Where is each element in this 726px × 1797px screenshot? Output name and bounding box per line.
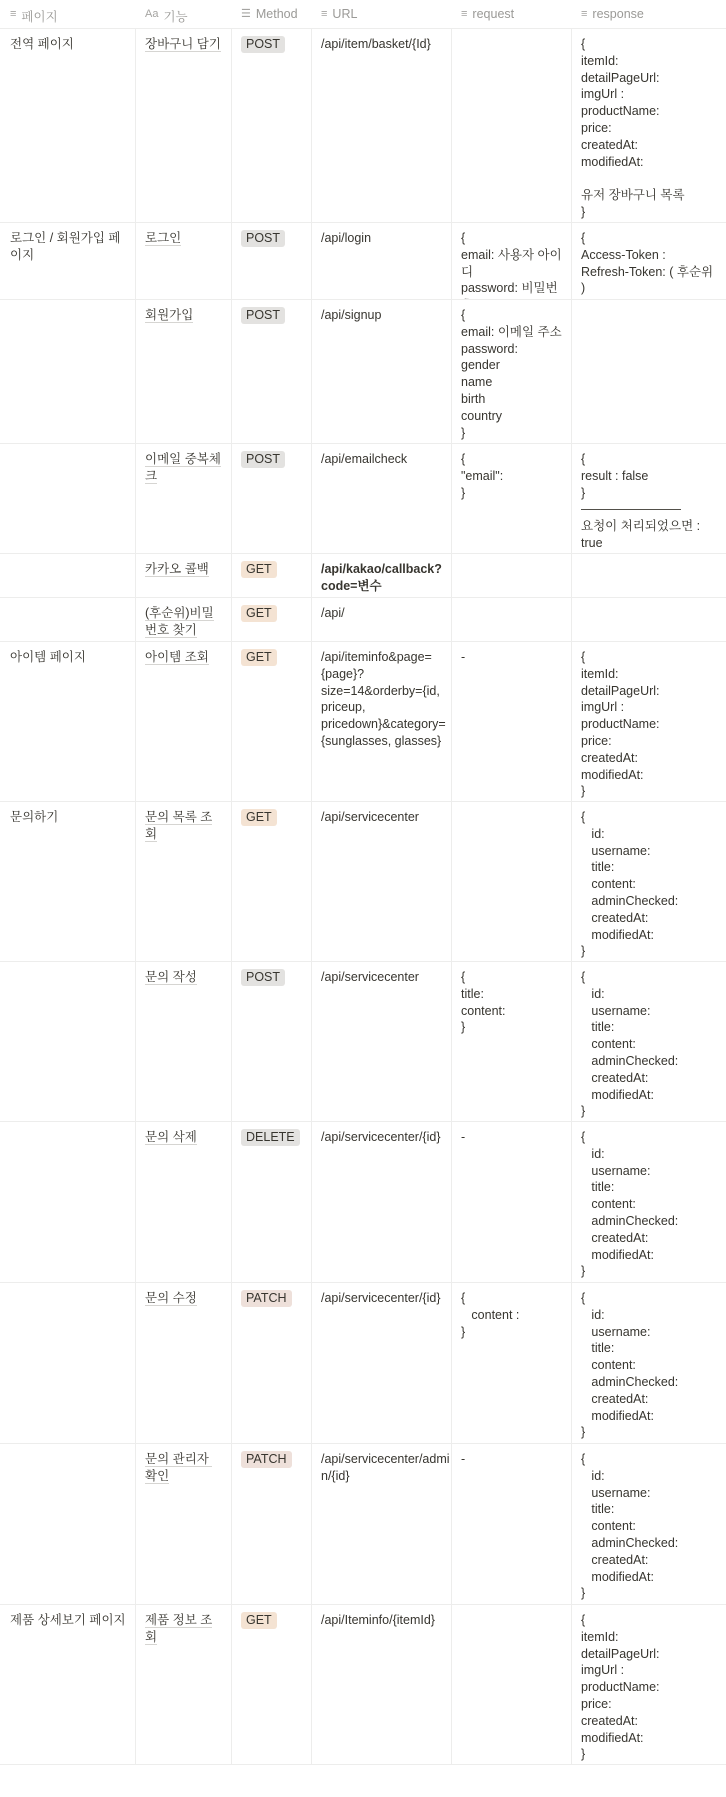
method-cell[interactable] [232, 1122, 312, 1282]
feature-wrap [145, 1129, 224, 1146]
response-line: Refresh-Token: ( 후순위 ) [581, 264, 717, 296]
url-cell[interactable] [312, 554, 452, 597]
response-line: price: [581, 733, 612, 748]
page-cell[interactable] [0, 554, 136, 597]
response-line: ———————— [581, 502, 681, 517]
url-line: {page}? [321, 666, 365, 681]
request-cell[interactable] [452, 598, 572, 641]
response-line: createdAt: [581, 1552, 649, 1567]
response-line: adminChecked: [581, 1053, 679, 1068]
feature-wrap [145, 451, 224, 485]
request-line: } [461, 1020, 466, 1035]
response-cell[interactable] [572, 223, 726, 299]
feature-wrap [145, 1290, 224, 1307]
url-line: /api/item/basket/{Id} [321, 37, 431, 51]
request-line: } [461, 485, 466, 500]
method-cell[interactable] [232, 962, 312, 1121]
request-line: "email": [461, 468, 504, 483]
request-line: { [461, 970, 466, 984]
column-header-label: response [592, 7, 644, 21]
request-cell[interactable] [452, 444, 572, 553]
page-text: 아이템 페이지 [10, 650, 86, 664]
request-cell[interactable] [452, 1605, 572, 1764]
page-text [10, 1451, 128, 1468]
table-row [0, 554, 726, 598]
response-line: imgUrl : [581, 700, 625, 715]
page-text [10, 1129, 128, 1146]
column-header-Method[interactable] [232, 0, 312, 28]
page-cell[interactable] [0, 300, 136, 443]
feature-wrap [145, 230, 224, 247]
url-cell[interactable] [312, 802, 452, 961]
response-cell[interactable] [572, 642, 726, 801]
url-line: /api/servicecenter/admi [321, 1452, 450, 1466]
method-cell[interactable] [232, 300, 312, 443]
feature-cell[interactable] [136, 1122, 232, 1282]
response-line: itemId: [581, 53, 619, 68]
feature-wrap [145, 1451, 224, 1485]
response-line: productName: [581, 1680, 660, 1695]
table-row [0, 444, 726, 554]
request-line: { [461, 308, 466, 322]
response-line: productName: [581, 717, 660, 732]
url-line: /api/servicecenter/{id} [321, 1291, 441, 1305]
response-line: 유저 장바구니 목록 [581, 188, 685, 203]
request-cell[interactable] [452, 642, 572, 801]
request-line: email: 이메일 주소 [461, 324, 562, 339]
response-line: modifiedAt: [581, 1730, 644, 1745]
response-line: } [581, 1586, 586, 1601]
response-line: createdAt: [581, 137, 638, 152]
feature-title[interactable]: 문의 삭제 [145, 1130, 197, 1144]
feature-title[interactable]: 회원가입 [145, 308, 194, 322]
url-cell[interactable] [312, 1444, 452, 1604]
page-text [10, 605, 128, 622]
url-line: pricedown}&category= [321, 717, 446, 732]
response-line: modifiedAt: [581, 1408, 654, 1423]
feature-wrap [145, 809, 224, 843]
response-line: Access-Token : [581, 247, 666, 262]
page-text [10, 307, 128, 324]
url-line: priceup, [321, 700, 366, 715]
method-badge: POST [241, 451, 285, 468]
url-cell[interactable] [312, 300, 452, 443]
response-line: adminChecked: [581, 893, 679, 908]
feature-title[interactable]: 이메일 중복체크 [145, 452, 221, 483]
page-text [10, 561, 128, 578]
response-line: { [581, 37, 586, 51]
response-line: id: [581, 1146, 605, 1161]
response-line: createdAt: [581, 1391, 649, 1406]
text-lines-icon: ≡ [10, 8, 17, 20]
response-line: content: [581, 1519, 636, 1534]
table-row [0, 223, 726, 300]
page-cell[interactable] [0, 1122, 136, 1282]
table-row [0, 29, 726, 223]
feature-cell[interactable] [136, 1444, 232, 1604]
response-line: username: [581, 1003, 651, 1018]
feature-wrap [145, 605, 224, 639]
response-line: id: [581, 1307, 605, 1322]
request-line: gender [461, 358, 500, 373]
table-row [0, 642, 726, 802]
response-line: createdAt: [581, 910, 649, 925]
page-text [10, 969, 128, 986]
method-badge: GET [241, 1612, 277, 1629]
response-line: } [581, 944, 586, 959]
response-line: itemId: [581, 666, 619, 681]
request-cell[interactable] [452, 962, 572, 1121]
method-badge: GET [241, 605, 277, 622]
response-line: { [581, 650, 586, 664]
response-line: title: [581, 1180, 615, 1195]
request-line: content : [461, 1307, 520, 1322]
response-line: { [581, 452, 586, 466]
request-line: - [461, 1130, 466, 1144]
method-cell[interactable] [232, 1605, 312, 1764]
request-cell[interactable] [452, 223, 572, 299]
request-line: birth [461, 391, 486, 406]
response-line: } [581, 1747, 586, 1762]
column-header-label: Method [255, 7, 298, 21]
feature-title[interactable]: 아이템 조회 [145, 650, 209, 664]
url-line: /api/kakao/callback? [321, 562, 442, 576]
response-line: id: [581, 1468, 605, 1483]
response-cell[interactable] [572, 1122, 726, 1282]
request-line: content: [461, 1003, 506, 1018]
column-header-URL[interactable] [312, 0, 452, 28]
response-line: 요청이 처리되었으면 : true [581, 519, 704, 550]
feature-cell[interactable] [136, 300, 232, 443]
response-cell[interactable] [572, 29, 726, 222]
response-line: username: [581, 1163, 651, 1178]
feature-title[interactable]: 문의 관리자 확인 [145, 1452, 213, 1483]
response-line: content: [581, 1358, 636, 1373]
response-line: detailPageUrl: [581, 683, 660, 698]
request-cell[interactable] [452, 802, 572, 961]
request-line: password: 비밀번 [461, 281, 558, 296]
response-line: result : false [581, 468, 649, 483]
table-row [0, 1283, 726, 1444]
column-header-request[interactable] [452, 0, 572, 28]
method-badge: POST [241, 36, 285, 53]
text-lines-icon: ≡ [321, 8, 328, 20]
feature-cell[interactable] [136, 554, 232, 597]
url-line: /api/ [321, 606, 345, 620]
request-line: { [461, 1291, 466, 1305]
response-line: } [581, 485, 586, 500]
url-line: /api/servicecenter [321, 970, 419, 984]
response-line: } [581, 1425, 586, 1440]
request-line: } [461, 1324, 466, 1339]
feature-cell[interactable] [136, 1605, 232, 1764]
response-line: modifiedAt: [581, 927, 654, 942]
response-line: price: [581, 1696, 612, 1711]
method-cell[interactable] [232, 802, 312, 961]
response-line: productName: [581, 104, 660, 119]
response-cell[interactable] [572, 1283, 726, 1443]
response-line: { [581, 970, 586, 984]
response-line: { [581, 1130, 586, 1144]
feature-wrap [145, 36, 224, 53]
page-cell[interactable] [0, 444, 136, 553]
response-line [581, 552, 719, 553]
request-line: country [461, 408, 502, 423]
response-line: username: [581, 843, 651, 858]
response-line: modifiedAt: [581, 1569, 654, 1584]
response-line: imgUrl : [581, 87, 625, 102]
method-cell[interactable] [232, 444, 312, 553]
url-line: code=변수 [321, 578, 382, 593]
feature-cell[interactable] [136, 802, 232, 961]
method-cell[interactable] [232, 598, 312, 641]
method-cell[interactable] [232, 554, 312, 597]
feature-title[interactable]: 문의 목록 조회 [145, 810, 213, 841]
response-line: createdAt: [581, 1713, 638, 1728]
page-cell[interactable] [0, 962, 136, 1121]
method-badge: GET [241, 649, 277, 666]
response-cell[interactable] [572, 802, 726, 961]
response-line: detailPageUrl: [581, 70, 660, 85]
column-header-기능[interactable] [136, 0, 232, 28]
feature-title[interactable]: 장바구니 담기 [145, 37, 221, 51]
response-line: title: [581, 860, 615, 875]
text-lines-icon: ≡ [581, 8, 588, 20]
column-header-페이지[interactable] [0, 0, 136, 28]
response-line: adminChecked: [581, 1535, 679, 1550]
response-line: createdAt: [581, 1230, 649, 1245]
response-line [581, 170, 719, 187]
url-cell[interactable] [312, 642, 452, 801]
response-line: price: [581, 120, 612, 135]
method-cell[interactable] [232, 223, 312, 299]
response-line: modifiedAt: [581, 154, 644, 169]
request-line: name [461, 375, 493, 390]
response-line [581, 297, 719, 299]
feature-title[interactable]: 카카오 콜백 [145, 562, 209, 576]
column-header-label: 기능 [163, 10, 188, 24]
method-cell[interactable] [232, 1283, 312, 1443]
request-line: password: [461, 341, 518, 356]
feature-cell[interactable] [136, 223, 232, 299]
request-line: email: 사용자 아이디 [461, 247, 562, 279]
request-cell[interactable] [452, 1122, 572, 1282]
response-line: { [581, 1291, 586, 1305]
url-line: /api/iteminfo&page= [321, 650, 432, 664]
url-cell[interactable] [312, 1605, 452, 1764]
url-cell[interactable] [312, 29, 452, 222]
table-row [0, 598, 726, 642]
page-cell[interactable] [0, 1605, 136, 1764]
page-cell[interactable] [0, 223, 136, 299]
method-badge: GET [241, 809, 277, 826]
request-line: } [461, 425, 466, 440]
feature-title[interactable]: 제품 정보 조회 [145, 1613, 213, 1644]
feature-cell[interactable] [136, 962, 232, 1121]
column-header-label: 페이지 [21, 10, 58, 24]
url-line: /api/servicecenter/{id} [321, 1130, 441, 1144]
response-line: title: [581, 1502, 615, 1517]
method-cell[interactable] [232, 1444, 312, 1604]
page-cell[interactable] [0, 29, 136, 222]
response-line: itemId: [581, 1629, 619, 1644]
feature-title[interactable]: 문의 작성 [145, 970, 197, 984]
page-cell[interactable] [0, 1283, 136, 1443]
response-line: username: [581, 1324, 651, 1339]
column-header-response[interactable] [572, 0, 726, 28]
url-cell[interactable] [312, 598, 452, 641]
page-text: 제품 상세보기 페이지 [10, 1613, 126, 1627]
text-lines-icon: ≡ [461, 8, 468, 20]
feature-cell[interactable] [136, 1283, 232, 1443]
response-line: { [581, 1452, 586, 1466]
method-cell[interactable] [232, 29, 312, 222]
request-line: title: [461, 986, 484, 1001]
table-row [0, 1444, 726, 1605]
response-cell[interactable] [572, 554, 726, 597]
request-cell[interactable] [452, 300, 572, 443]
response-cell[interactable] [572, 1444, 726, 1604]
url-cell[interactable] [312, 962, 452, 1121]
response-line: adminChecked: [581, 1213, 679, 1228]
response-line: createdAt: [581, 750, 638, 765]
url-line: /api/signup [321, 308, 382, 322]
url-line: /api/emailcheck [321, 452, 408, 466]
request-cell[interactable] [452, 1444, 572, 1604]
url-line: /api/login [321, 231, 372, 245]
page-text [10, 1290, 128, 1307]
response-line: } [581, 1104, 586, 1119]
feature-wrap [145, 649, 224, 666]
page-cell[interactable] [0, 598, 136, 641]
response-line: imgUrl : [581, 1663, 625, 1678]
feature-title[interactable]: 로그인 [145, 231, 182, 245]
feature-wrap [145, 969, 224, 986]
feature-title[interactable]: 문의 수정 [145, 1291, 197, 1305]
response-line: title: [581, 1341, 615, 1356]
response-line: { [581, 1613, 586, 1627]
response-cell[interactable] [572, 1605, 726, 1764]
method-badge: GET [241, 561, 277, 578]
response-line: createdAt: [581, 1070, 649, 1085]
response-line: detailPageUrl: [581, 1646, 660, 1661]
response-cell[interactable] [572, 962, 726, 1121]
method-badge: PATCH [241, 1451, 292, 1468]
request-cell[interactable] [452, 1283, 572, 1443]
list-icon: ☰ [241, 8, 251, 20]
method-badge: DELETE [241, 1129, 300, 1146]
url-cell[interactable] [312, 223, 452, 299]
page-text [10, 451, 128, 468]
url-line: /api/servicecenter [321, 810, 419, 824]
url-cell[interactable] [312, 444, 452, 553]
table-row [0, 1122, 726, 1283]
response-line: content: [581, 1197, 636, 1212]
method-badge: POST [241, 230, 285, 247]
response-line: id: [581, 826, 605, 841]
page-cell[interactable] [0, 1444, 136, 1604]
response-line: modifiedAt: [581, 767, 644, 782]
page-text: 전역 페이지 [10, 37, 74, 51]
feature-cell[interactable] [136, 444, 232, 553]
column-header-label: URL [332, 7, 358, 21]
page-text: 로그인 / 회원가입 페이지 [10, 231, 121, 262]
url-line: size=14&orderby={id, [321, 683, 440, 698]
page-text: 문의하기 [10, 810, 59, 824]
feature-cell[interactable] [136, 598, 232, 641]
response-line: username: [581, 1485, 651, 1500]
table-row [0, 1605, 726, 1765]
url-line: n/{id} [321, 1468, 350, 1483]
response-line: } [581, 204, 586, 219]
url-cell[interactable] [312, 1283, 452, 1443]
response-cell[interactable] [572, 300, 726, 443]
method-badge: POST [241, 307, 285, 324]
table-header [0, 0, 726, 29]
request-line: { [461, 231, 466, 245]
feature-cell[interactable] [136, 29, 232, 222]
feature-title[interactable]: (후순위)비밀번호 찾기 [145, 606, 214, 637]
response-line: } [581, 1264, 586, 1279]
request-line: - [461, 650, 466, 664]
response-line: content: [581, 877, 636, 892]
method-badge: POST [241, 969, 285, 986]
request-line: - [461, 1452, 466, 1466]
method-badge: PATCH [241, 1290, 292, 1307]
response-line: content: [581, 1037, 636, 1052]
response-line: } [581, 784, 586, 799]
table-row [0, 802, 726, 962]
url-line: /api/Iteminfo/{itemId} [321, 1613, 435, 1627]
title-aa-icon: Aa [145, 8, 159, 20]
url-line: {sunglasses, glasses} [321, 733, 442, 748]
response-line: id: [581, 986, 605, 1001]
table-row [0, 962, 726, 1122]
request-line: { [461, 452, 466, 466]
response-line: { [581, 231, 586, 245]
response-line: title: [581, 1020, 615, 1035]
column-header-label: request [472, 7, 515, 21]
response-line: { [581, 810, 586, 824]
feature-wrap [145, 561, 224, 578]
response-cell[interactable] [572, 444, 726, 553]
request-cell[interactable] [452, 554, 572, 597]
response-line: adminChecked: [581, 1374, 679, 1389]
response-line: modifiedAt: [581, 1247, 654, 1262]
table-row [0, 300, 726, 444]
request-cell[interactable] [452, 29, 572, 222]
feature-wrap [145, 307, 224, 324]
url-cell[interactable] [312, 1122, 452, 1282]
response-cell[interactable] [572, 598, 726, 641]
response-line: modifiedAt: [581, 1087, 654, 1102]
feature-wrap [145, 1612, 224, 1646]
method-cell[interactable] [232, 642, 312, 801]
page-cell[interactable] [0, 802, 136, 961]
feature-cell[interactable] [136, 642, 232, 801]
page-cell[interactable] [0, 642, 136, 801]
